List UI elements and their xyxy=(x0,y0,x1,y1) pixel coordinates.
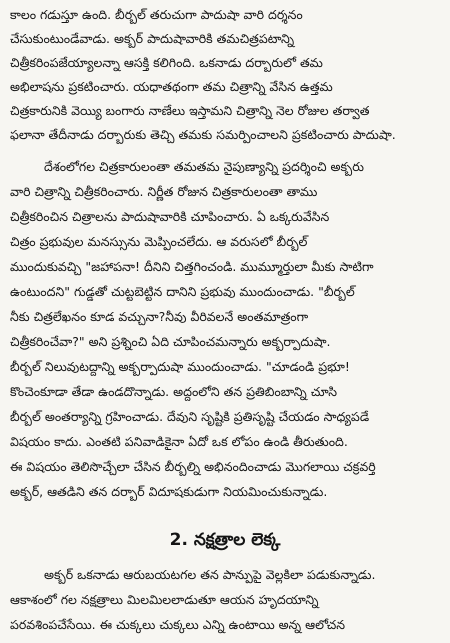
text-line: బీర్బల్ అంతర్యాన్ని గ్రహించాడు. దేవుని సృష్టికి ప్రతిసృష్టి చేయడం సాధ్యపడే xyxy=(10,409,370,424)
text-line: అభిలాషను ప్రకటించారు. యధాతథంగా తమ చిత్రాన్ని వేసిన ఉత్తమ xyxy=(10,79,333,94)
text-line: అక్బర్, ఆతడిని తన దర్బార్ విదూషకుడుగా నియమించుకున్నాడు. xyxy=(10,484,328,499)
text-line: చిత్రీకరింపజేయ్యాలన్నా ఆసక్తి కలిగింది. ఒకనాడు దర్బారులో తమ xyxy=(10,55,323,70)
text-line: చిత్రీకరించిన చిత్రాలను పాదుషావారికి చూపించారు. ఏ ఒక్కరువేసిన xyxy=(10,209,330,224)
text-line: బీర్బల్ నిలువుటద్దాన్ని అక్బర్పాదుషా ముందుంచాడు. "చూడండి ప్రభూ! xyxy=(10,359,350,374)
text-line: పరవశింపచేసేయి. ఈ చుక్కలు చుక్కలు ఎన్ని ఉంటాయి అన్న ఆలోచన xyxy=(10,617,345,632)
text-line: కాలం గడుస్తూ ఉంది. బీర్బల్ తరుచుగా పాదుషా వారి దర్శనం xyxy=(10,7,303,22)
text-line: వారి చిత్రాన్ని చిత్రీకరించారు. నిర్ణీత రోజున చిత్రకారులంతా తాము xyxy=(10,184,318,199)
text-line: ముందుకువచ్చి "జహాపనా! దీనిని చిత్తగించండి. ముమ్మూర్తులా మీకు సాటిగా xyxy=(10,259,374,274)
text-line: చిత్రకారునికి వెయ్యి బంగారు నాణేలు ఇస్తామని చిత్రాన్ని నెల రోజుల తర్వాత xyxy=(10,103,370,118)
text-line: చిత్రీకరించేవా?" అని ప్రశ్నించి ఏది చూపించమన్నారు అక్బర్పాదుషా. xyxy=(10,334,331,349)
section-heading: 2. నక్షత్రాల లెక్క xyxy=(169,530,281,550)
text-line: అక్బర్ ఒకనాడు ఆరుబయటగల తన పాన్పుపై వెల్లకిలా పడుకున్నాడు. xyxy=(44,567,376,582)
text-line: విషయం కాదు. ఎంతటి పనివాడికైనా ఏదో ఒక లోపం ఉండి తీరుతుంది. xyxy=(10,434,348,449)
text-line: కొంచెంకూడా తేడా ఉండదొన్నాడు. అద్దంలోని తన ప్రతిబింబాన్ని చూసి xyxy=(10,384,337,399)
text-line: నీకు చిత్రలేఖనం కూడ వచ్చునా?నీవు వీరివలనే అంతమాత్రంగా xyxy=(10,309,309,324)
text-line: ఉంటుందని" గుడ్డతో చుట్టబెట్టిన దానిని ప్రభువు ముందుంచాడు. "బీర్బల్ xyxy=(10,284,355,299)
text-line: ఆకాశంలో గల నక్షత్రాలు మిలమిలలాడుతూ ఆయన హృదయాన్ని xyxy=(10,592,319,607)
text-line: ఫలానా తేదీనాడు దర్బారుకు తెచ్చి తమకు సమర్పించాలని ప్రకటించారు పాదుషా. xyxy=(10,127,396,142)
text-line: చిత్రం ప్రభువుల మనస్సును మెప్పించలేదు. ఆ వరుసలో బీర్బల్ xyxy=(10,234,308,249)
text-line: చేసుకుంటుండేవాడు. అక్బర్ పాదుషావారికి తమచిత్రపటాన్ని xyxy=(10,31,295,46)
text-line: ఈ విషయం తెలిసొచ్చేలా చేసిన బీర్బల్ని అభినందించాడు మొగలాయి చక్రవర్తి xyxy=(10,459,376,474)
text-line: దేశంలోగల చిత్రకారులంతా తమతమ నైపుణ్యాన్ని ప్రదర్శించి అక్బరు xyxy=(44,159,364,174)
